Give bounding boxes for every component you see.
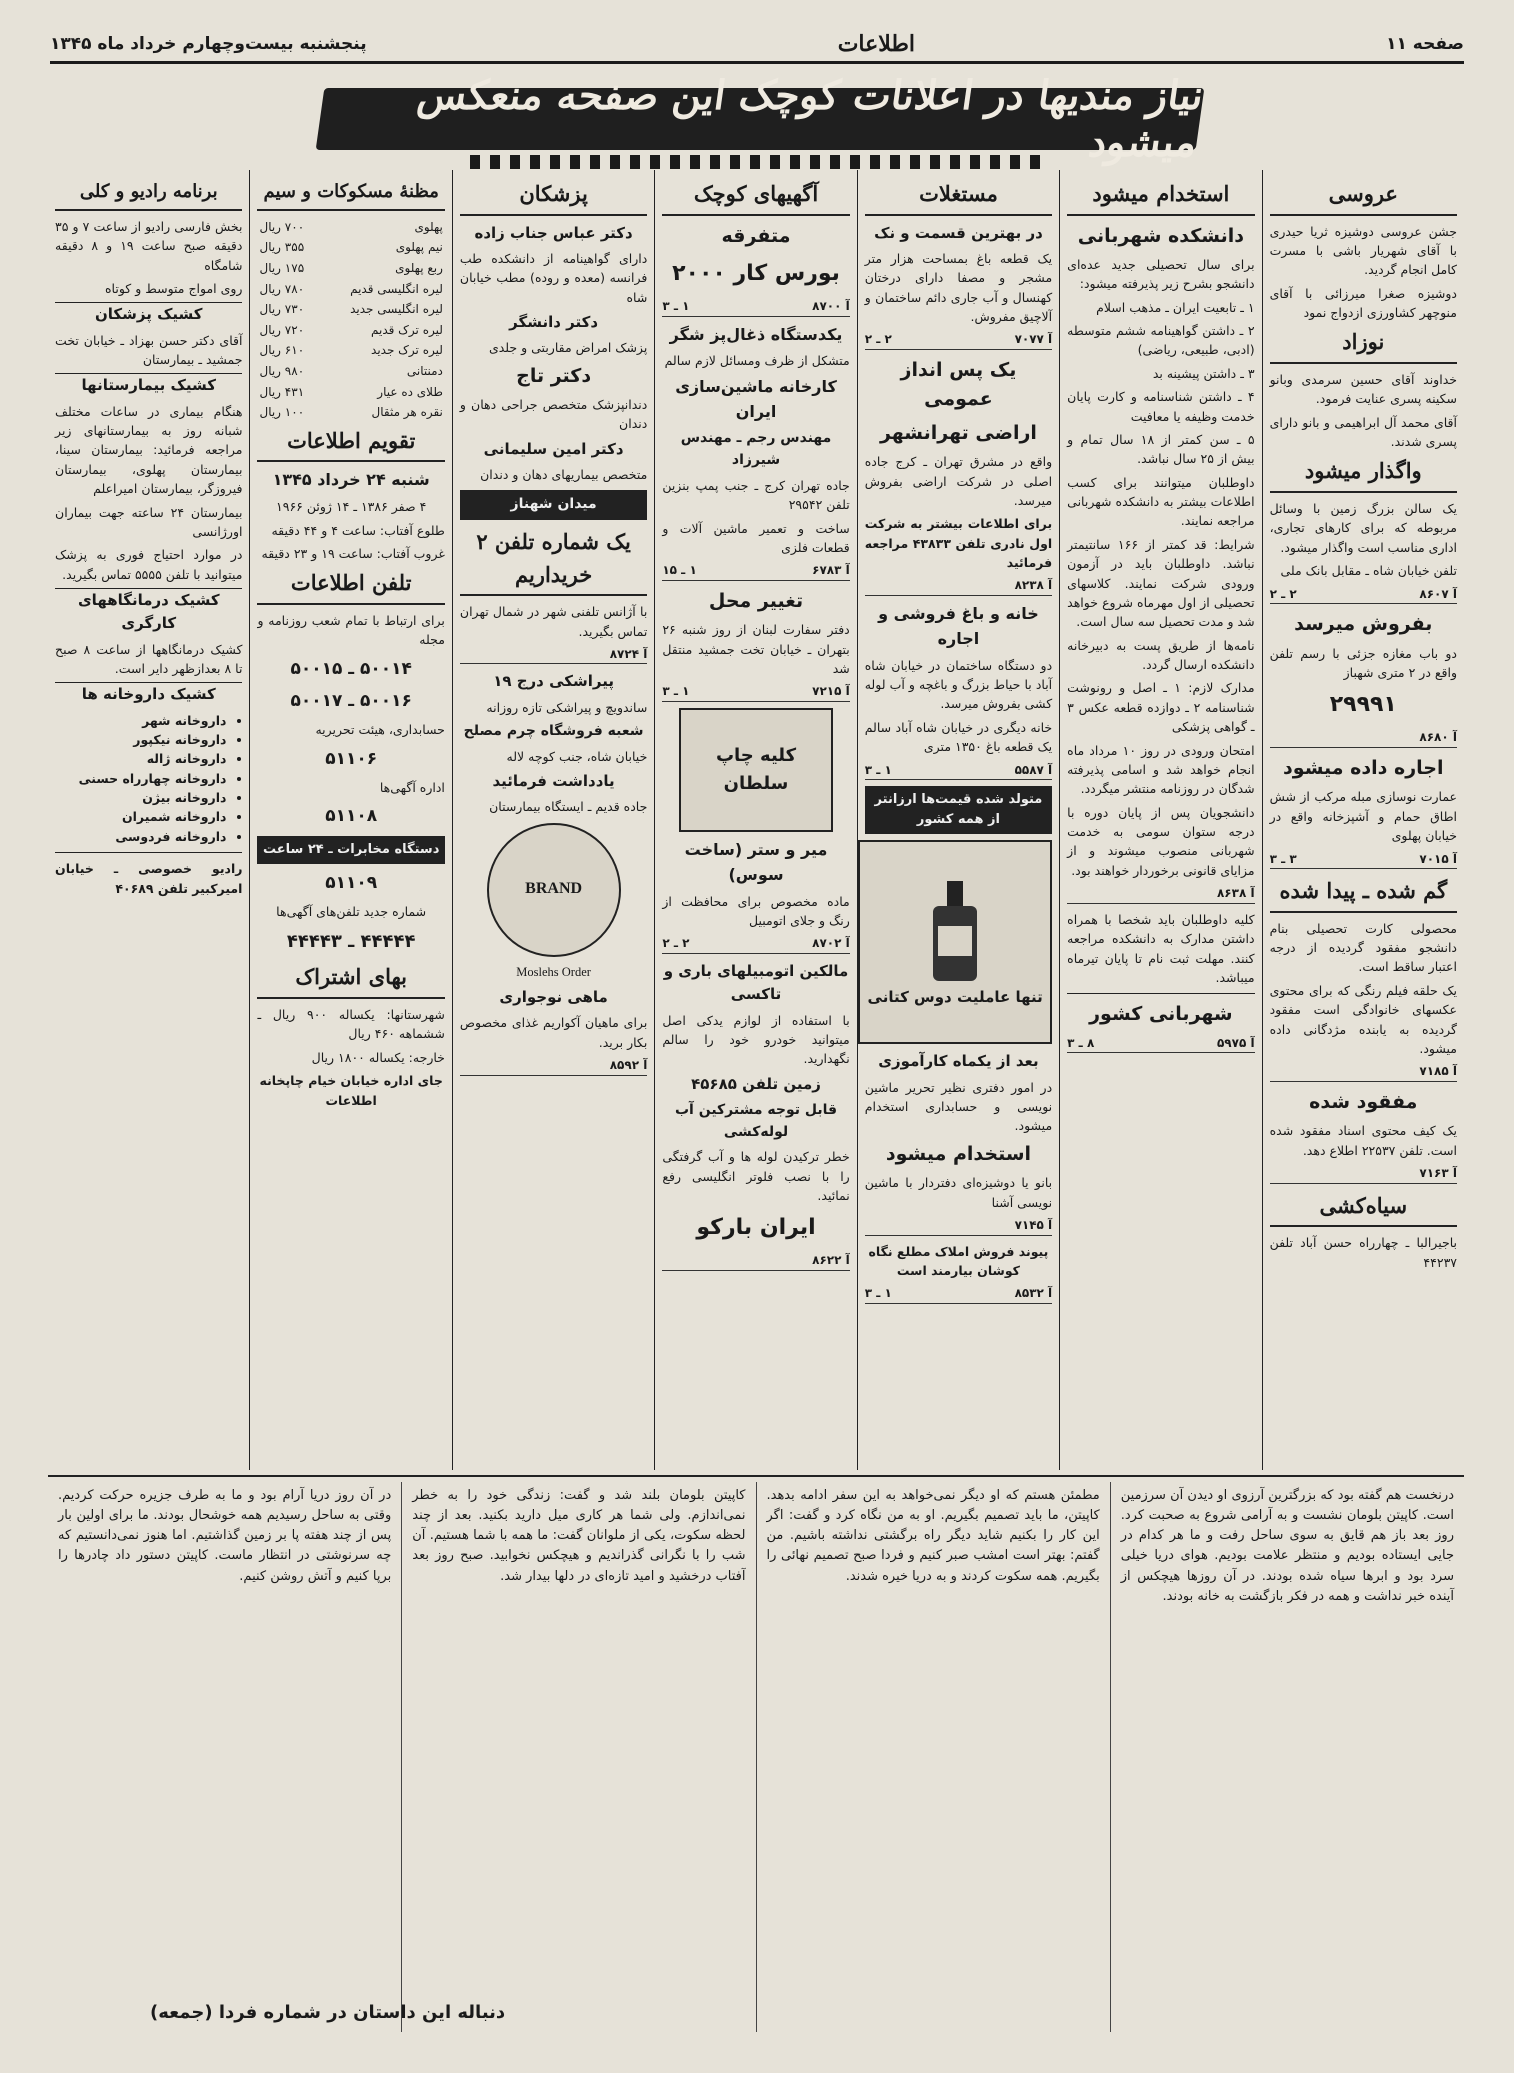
ad-title: در بهترین قسمت و نک [874,223,1043,242]
ad-text: جشن عروسی دوشیزه ثریا حیدری با آقای شهریار باشی با مسرت کامل انجام گردید. [1269,223,1457,278]
ad-text: خداوند آقای حسین سرمدی وبانو سکینه پسری عنایت فرمود. [1269,371,1457,407]
coin-price-row [257,361,444,382]
ad-text: بخش فارسی رادیو از ساعت ۷ و ۳۵ دقیقه صبح ساعت ۱۹ و ۸ دقیقه شامگاه [55,218,243,273]
ad-code: آ ۸۵۳۲ ۱ ـ ۳ [865,1284,1052,1304]
story-divider [48,1475,1464,1477]
paper-name: اطلاعات [837,31,915,57]
ad-text: خارجه: یکساله ۱۸۰۰ ریال [311,1049,445,1065]
ad-text: اداره آگهی‌ها [379,780,445,795]
heading-weddings: عروسی [1270,178,1457,216]
heading-subscription: بهای اشتراک [257,961,444,999]
ad-text: دارای گواهینامه از دانشکده طب فرانسه (معده و روده) مطب خیابان شاه [459,250,648,305]
ad-text: ماده مخصوص برای محافظت از رنگ و جلای اتومبیل [662,893,850,929]
ad-text: آقای دکتر حسن بهزاد ـ خیابان تخت جمشید ـ بیمارستان [55,332,243,368]
ad-banner: متولد شده قیمت‌ها ارزانتر از همه کشور [865,786,1052,834]
coin-price-row [257,299,444,320]
coin-price-row [257,258,444,279]
ad-text: عمارت نوسازی مبله مرکب از شش اطاق حمام و آشپزخانه واقع در خیابان پهلوی [1269,789,1457,844]
ad-text: ۲ ـ داشتن گواهینامه ششم متوسطه (ادبی، طبیعی، ریاضی) [1067,323,1255,358]
brand-seal-image [487,823,621,957]
ad-text: هنگام بیماری در ساعات مختلف شبانه روز به بیمارستانهای زیر مراجعه فرمائید: بیمارستان سینا، بیمارستان پهلوی، بیمارستان فیروزگر، بیمارستان امیراعلم [55,403,243,497]
story-column: کاپیتن بلومان بلند شد و گفت: زندگی خود را به خطر نمی‌اندازم. ولی شما هر کاری میل دارید بکنید. بعد از چند لحظه سکوت، یکی از ملوانان گفت: ما همه با شما هستیم. آن شب را با نگرانی گذراندیم و هیچکس نخوابید. صبح روز بعد آفتاب درخشید و امید تازه‌ای در دلها بیدار شد. [401,1482,755,2032]
column-doctors [452,170,654,1470]
ad-text: مدارک لازم: ۱ ـ اصل و رونوشت شناسنامه ۲ ـ دوازده قطعه عکس ۳ ـ گواهی پزشکی [1067,680,1255,735]
ad-code: آ ۷۰۱۵ ۳ ـ ۳ [1270,850,1457,870]
coin-price: ۷۸۰ ریال [259,281,305,296]
ad-text: حسابداری، هیئت تحریریه [315,722,445,738]
ad-text: یک کیف محتوی اسناد مفقود شده است. تلفن ۲۲۵۳۷ اطلاع دهد. [1269,1123,1457,1158]
column-real-estate [857,170,1059,1470]
sunrise-time: طلوع آفتاب: ساعت ۴ و ۴۴ دقیقه [271,522,445,538]
ad-text: باجیرالبا ـ چهارراه حسن آباد تلفن ۴۴۲۳۷ [1269,1235,1457,1270]
ad-text: شرایط: قد کمتر از ۱۶۶ سانتیمتر نباشد. داوطلبان باید در آزمون ورودی شرکت نمایند. کلاسهای تحصیلی از اول مهرماه شروع خواهد شد و مدت تحصیل سه سال است. [1067,536,1255,630]
ad-text: برای اطلاعات بیشتر به شرکت اول نادری تلفن ۴۳۸۳۳ مراجعه فرمائید [864,516,1053,571]
ad-text: جاده قدیم ـ ایستگاه بیمارستان [489,799,648,815]
heading-births: نوزاد [1270,326,1457,364]
heading-pharmacies: کشیک داروخانه ها [55,682,242,706]
ad-caption: Moslehs Order [516,964,591,979]
doctor-name: دکتر عباس جناب زاده [474,223,633,242]
ad-text: آقای محمد آل ابراهیمی و بانو دارای پسری شدند. [1269,414,1457,450]
phone-number: ۴۴۴۴۴ ـ ۴۴۴۴۳ [286,930,416,952]
pharmacy-item: • داروخانه بیژن [55,788,226,807]
serial-story [48,1482,1464,2032]
ad-code: آ ۸۲۳۸ [865,576,1052,596]
ad-text: دو باب مغازه جزئی با رسم تلفن واقع در ۲ متری شهباز [1269,645,1457,680]
ad-text: پزشک امراض مقاربتی و جلدی [488,340,648,356]
heading-for-rent: اجاره داده میشود [1283,756,1444,779]
pharmacy-item: • داروخانه نیکپور [55,730,226,749]
ad-text: امتحان ورودی در روز ۱۰ مرداد ماه انجام خواهد شد و اسامی پذیرفته شدگان در روزنامه منتشر میگردد. [1067,742,1255,797]
ad-title: یادداشت فرمائید [492,772,615,791]
ad-text: شماره جدید تلفن‌های آگهی‌ها [276,904,427,920]
ad-code: آ ۸۷۲۴ [460,645,647,665]
heading-phones: تلفن اطلاعات [257,567,444,605]
coin-name: لیره ترک جدید [371,343,443,358]
ad-text: تلفن خیابان شاه ـ مقابل بانک ملی [1280,563,1457,579]
ad-code: آ ۸۷۰۲ ۲ ـ ۲ [662,934,849,954]
ad-text: برای سال تحصیلی جدید عده‌ای دانشجو بشرح زیر پذیرفته میشود: [1067,256,1255,292]
doctor-name: دکتر امین سلیمانی [483,439,624,458]
ad-text: جاده تهران کرج ـ جنب پمپ بنزین تلفن ۲۹۵۴۲ [662,477,850,513]
ad-text: ۳ ـ داشتن پیشینه بد [1152,365,1255,381]
ad-code: آ ۸۶۳۸ [1067,884,1254,904]
heading-for-sale: بفروش میرسد [1294,613,1433,636]
ad-text: یک قطعه باغ بمساحت هزار متر مشجر و مصفا دارای درختان کهنسال و آب جاری دائم ساختمان و آلاچیق مفروش. [864,250,1053,324]
banner-ornament [470,155,1050,169]
ad-text: در امور دفتری نظیر تحریر ماشین نویسی و حسابداری استخدام میشود. [864,1079,1053,1134]
coin-name: طلای ده عیار [377,384,443,399]
heading-hospitals: کشیک بیمارستانها [55,373,242,397]
ad-title: مالکین اتومبیلهای باری و تاکسی [663,962,849,1004]
ad-title: زمین تلفن ۴۵۶۸۵ [691,1074,821,1093]
ad-title: تغییر محل [708,589,804,612]
ad-text: داوطلبان میتوانند برای کسب اطلاعات بیشتر به دانشکده شهربانی مراجعه نمایند. [1067,474,1255,529]
ad-code: آ ۸۶۰۷ ۲ ـ ۲ [1270,585,1457,605]
coin-price: ۷۲۰ ریال [259,322,305,337]
heading-missing: مفقود شده [1309,1090,1418,1113]
ad-text: ۴ ـ داشتن شناسنامه و کارت پایان خدمت وظیفه یا معافیت [1067,389,1255,424]
ad-signature: شهربانی کشور [1089,1003,1233,1026]
coin-price: ۴۳۱ ریال [259,384,305,399]
story-continuation: دنباله این داستان در شماره فردا (جمعه) [150,2002,506,2023]
ad-title: بورس کار ۲۰۰۰ [672,260,840,286]
ad-title: قابل توجه مشترکین آب لوله‌کشی [674,1101,838,1140]
seal-text: BRAND [525,880,583,898]
ad-phone: ۲۹۹۹۱ [1329,692,1397,718]
ad-title: یکدستگاه ذغال‌پز شگر [669,324,843,344]
coin-name: لیره انگلیسی قدیم [350,281,443,296]
ad-code: آ ۷۲۱۵ ۱ ـ ۳ [662,682,849,702]
ad-text: متخصص بیماریهای دهان و دندان [480,466,648,482]
ad-text: کلیه داوطلبان باید شخصا با همراه داشتن مدارک به دانشکده مراجعه کنند. مهلت ثبت نام تا پایان تیرماه میباشد. [1067,911,1255,985]
ad-text: بانو یا دوشیزه‌ای دفتردار با ماشین نویسی آشنا [864,1175,1053,1210]
heading-lost-found: گم شده ـ پیدا شده [1270,875,1457,913]
calendar-alt-dates: ۴ صفر ۱۳۸۶ ـ ۱۴ ژوئن ۱۹۶۶ [276,499,427,515]
ad-title: شعبه فروشگاه چرم مصلح [463,723,644,740]
ad-text: متشکل از ظرف ومسائل لازم سالم [664,353,850,369]
doctor-name: دکتر تاج [516,364,592,387]
bottle-icon [925,876,985,986]
ad-text: در موارد احتیاج فوری به پزشک میتوانید با تلفن ۵۵۵۵ تماس بگیرید. [55,547,243,582]
heading-employment: استخدام میشود [1067,178,1254,216]
heading-for-lease: واگذار میشود [1270,455,1457,493]
ad-code: آ ۶۷۸۳ ۱ ـ ۱۵ [662,561,849,581]
heading-doctors-on-call: کشیک پزشکان [55,302,242,326]
telecom-banner: دستگاه مخابرات ـ ۲۴ ساعت [257,836,444,864]
pharmacy-item: • داروخانه شمیران [55,807,226,826]
issue-date: پنجشنبه بیست‌وچهارم خرداد ماه ۱۳۴۵ [50,34,367,54]
coin-name: لیره انگلیسی جدید [350,302,443,317]
ad-text: ۱ ـ تابعیت ایران ـ مذهب اسلام [1096,299,1255,315]
story-column: مطمئن هستم که او دیگر نمی‌خواهد به این سفر ادامه بدهد. کاپیتن، ما باید تصمیم بگیریم. او به من نگاه کرد و گفت: اگر این کار را بکنیم شاید دیگر راه برگشتی نداشته باشیم. من گفتم: بهتر است امشب صبر کنیم و فردا صبح تصمیم نهائی را بگیریم. همه سکوت کردند و به دریا خیره شدند. [756,1482,1110,2032]
ad-text: برای ماهیان آکواریم غذای مخصوص بکار برید. [459,1015,648,1050]
coin-name: دمنتانی [406,364,443,379]
pharmacy-item: • داروخانه چهارراه حسنی [55,769,226,788]
ad-text: واقع در مشرق تهران ـ کرج جاده اصلی در شرکت اراضی بفروش میرسد. [864,454,1053,508]
column-small-ads [654,170,856,1470]
coin-name: نقره هر مثقال [371,405,443,420]
pharmacy-item: • داروخانه ژاله [55,749,226,768]
ad-code: آ ۷۱۶۳ [1270,1164,1457,1184]
coin-price-table [257,217,444,423]
ad-code: آ ۷۱۸۵ [1270,1062,1457,1082]
ad-text: خیابان شاه، جنب کوچه لاله [506,748,648,764]
heading-coin-prices: مظنهٔ مسکوکات و سیم [257,178,444,211]
ad-title: بعد از یکماه کارآموزی [878,1052,1039,1071]
ad-text: شهرستانها: یکساله ۹۰۰ ریال ـ ششماهه ۴۶۰ ریال [257,1007,445,1042]
ad-text: دانشجویان پس از پایان دوره با درجه ستوان سومی به خدمت شهربانی منصوب میشوند و از مزایای قانونی برخوردار خواهند بود. [1067,804,1255,878]
publisher-address: جای اداره خیابان خیام چاپخانه اطلاعات [259,1073,443,1108]
bottle-ad-image [858,840,1052,1044]
ad-text: رادیو خصوصی ـ خیابان امیرکبیر تلفن ۴۰۶۸۹ [55,861,243,896]
coin-price: ۱۰۰ ریال [259,405,305,420]
coin-name: ربع پهلوی [395,261,443,276]
ad-text: محصولی کارت تحصیلی بنام دانشجو مفقود گردیده از درجه اعتبار ساقط است. [1269,920,1457,975]
ad-title: میر و ستر (ساخت سوس) [684,840,828,884]
ad-code: آ ۵۹۷۵ ۸ ـ ۳ [1067,1034,1254,1054]
page-number: صفحه ۱۱ [1386,34,1464,54]
coin-price-row [257,279,444,300]
classified-columns [48,170,1464,1470]
pharmacy-item: • داروخانه فردوسی [55,827,226,846]
ad-text: یک سالن بزرگ زمین با وسائل مربوطه که برای کارهای تجاری، اداری مناسب است واگذار میشود. [1269,501,1457,555]
ad-text: یک حلقه فیلم رنگی که برای محتوی عکسهای خانوادگی است مفقود گردیده به یابنده مژدگانی داده میشود. [1269,982,1457,1056]
heading-calendar: تقویم اطلاعات [257,425,444,463]
heading-worker-clinics: کشیک درمانگاههای کارگری [55,588,242,636]
coin-price: ۷۳۰ ریال [259,302,305,317]
ad-title: کارخانه ماشین‌سازی ایران [675,376,837,421]
ad-text: ساندویچ و پیراشکی تازه روزانه [486,699,648,715]
heading-real-estate: مستغلات [865,178,1052,216]
ad-title: متفرقه [721,224,791,247]
ad-text: کشیک درمانگاهها از ساعت ۸ صبح تا ۸ بعدازظهر دایر است. [55,641,243,676]
section-banner: نیاز مندیها در اعلانات کوچک این صفحه منعکس میشود [316,88,1205,150]
sunset-time: غروب آفتاب: ساعت ۱۹ و ۲۳ دقیقه [261,545,445,561]
coin-price-row [257,340,444,361]
ad-text: روی امواج متوسط و کوتاه [105,281,243,297]
ad-title: ماهی نوجواری [499,988,608,1007]
ad-code: آ ۸۷۰۰ ۱ ـ ۳ [662,297,849,317]
ad-title: یک پس انداز عمومی [900,358,1017,411]
page-header [50,30,1464,58]
location-banner: میدان شهناز [460,490,647,520]
phone-number: ۵۱۱۰۶ [325,748,378,769]
coin-price: ۷۰۰ ریال [259,219,305,234]
ad-code: آ ۸۶۲۲ [662,1251,849,1271]
ad-text: دندانپزشک متخصص جراحی دهان و دندان [459,396,648,432]
phone-number: ۵۱۱۰۸ [325,806,378,827]
coin-price-row [257,402,444,423]
coin-price: ۶۱۰ ریال [259,343,305,358]
ad-title: اراضی تهرانشهر [879,421,1037,444]
coin-name: پهلوی [414,219,443,234]
ad-text: پیوند فروش املاک مطلع نگاه کوشان بیارمند است [868,1243,1049,1278]
heading-small-ads: آگهیهای کوچک [662,178,849,216]
ad-title: خانه و باغ فروشی و اجاره [878,604,1039,648]
column-radio-pharmacy [48,170,249,1470]
police-academy-title: دانشکده شهربانی [1077,224,1244,247]
coin-price: ۱۷۵ ریال [259,261,305,276]
coin-price-row [257,217,444,238]
divider [55,852,242,853]
coin-price: ۹۸۰ ریال [259,364,305,379]
coin-price-row [257,382,444,403]
ad-text: دو دستگاه ساختمان در خیابان شاه آباد با حیاط بزرگ و باغچه و آب لوله کشی بفروش میرسد. [864,657,1053,712]
doctor-name: دکتر دانشگر [509,312,599,331]
column-employment [1059,170,1261,1470]
ad-title: پیراشکی درج ۱۹ [493,672,614,691]
phone-number: ۵۰۰۱۴ ـ ۵۰۰۱۵ [290,658,412,679]
phone-number: ۵۰۰۱۶ ـ ۵۰۰۱۷ [290,690,412,711]
pharmacy-list [55,711,242,847]
heading-chimney: سیاه‌کشی [1270,1190,1457,1228]
coin-name: نیم پهلوی [395,240,443,255]
heading-doctors: پزشکان [460,178,647,216]
column-weddings [1262,170,1464,1470]
ad-brand: تنها عاملیت دوس کتانی [867,987,1043,1006]
ad-text: دوشیزه صغرا میرزائی با آقای منوچهر کشاورزی ازدواج نمود [1269,285,1457,321]
ad-text: ۵ ـ سن کمتر از ۱۸ سال تمام و بیش از ۲۵ سال نباشد. [1067,431,1255,467]
ad-text: خانه دیگری در خیابان شاه آباد سالم یک قطعه باغ ۱۳۵۰ متری [864,719,1053,755]
ad-title: مهندس رجم ـ مهندس شیرزاد [680,430,832,469]
ad-code: آ ۸۵۹۲ [460,1056,647,1076]
heading-radio: برنامه رادیو و کلی [55,178,242,211]
ad-text: نامه‌ها از طریق پست به دبیرخانه دانشکده ارسال گردد. [1067,637,1255,673]
divider [1067,993,1254,994]
pharmacy-item: • داروخانه شهر [55,711,226,730]
ad-code: آ ۷۰۷۷ ۲ ـ ۲ [865,330,1052,350]
print-ad-image: کلیه چاپ سلطان [679,708,833,832]
ad-code: آ ۵۵۸۷ ۱ ـ ۳ [865,761,1052,781]
ad-code: آ ۸۶۸۰ [1270,728,1457,748]
heading-phone-wanted: یک شماره تلفن ۲ خریداریم [460,526,647,596]
header-rule [50,61,1464,64]
phone-number: ۵۱۱۰۹ [325,872,378,893]
story-column: درنخست هم گفته بود که بزرگترین آرزوی او دیدن آن سرزمین است. کاپیتن بلومان نشست و به آرامی شروع به صحبت کرد. روز بعد باز هم قایق به سوی ساحل رفت و ما هر کدام در جایی ایستاده بودیم و منتظر علامت بودیم. هوای دریا خیلی سرد بود و ابرها سیاه شده بودند. در آن روزها هیچکس از آینده خبر نداشت و همه در فکر بازگشت به خانه بودند. [1110,1482,1464,2032]
ad-text: دفتر سفارت لبنان از روز شنبه ۲۶ بتهران ـ خیابان تخت جمشید منتقل شد [662,622,850,677]
ad-text: خطر ترکیدن لوله ها و آب گرفتگی را با نصب فلوتر انگلیسی رفع نمائید. [662,1149,850,1203]
coin-price: ۳۵۵ ریال [259,240,305,255]
story-column: در آن روز دریا آرام بود و ما به طرف جزیره حرکت کردیم. وقتی به ساحل رسیدیم همه خوشحال بودند. ما برای اولین بار پس از چند هفته پا بر زمین گذاشتیم. اما هنوز نمی‌دانستیم که چه سرنوشتی در انتظار ماست. کاپیتن دستور داد چادرها را برپا کنیم و آتش روشن کنیم. [58,1488,392,1584]
column-coins-calendar [249,170,451,1470]
ad-text: برای ارتباط با تمام شعب روزنامه و مجله [257,612,445,648]
ad-text: با استفاده از لوازم یدکی اصل میتوانید خودرو خود را سالم نگهدارید. [662,1012,850,1067]
coin-price-row [257,320,444,341]
ad-text: بیمارستان ۲۴ ساعته جهت بیماران اورژانسی [55,504,243,539]
ad-title: استخدام میشود [885,1142,1032,1165]
ad-brand: ایران بارکو [696,1215,816,1241]
ad-text: ساخت و تعمیر ماشین آلات و قطعات فلزی [662,520,850,555]
coin-name: لیره ترک قدیم [371,322,443,337]
ad-code: آ ۷۱۴۵ [865,1216,1052,1236]
ad-text: با آژانس تلفنی شهر در شمال تهران تماس بگیرید. [459,604,648,639]
coin-price-row [257,237,444,258]
calendar-date: شنبه ۲۴ خرداد ۱۳۴۵ [272,470,430,490]
